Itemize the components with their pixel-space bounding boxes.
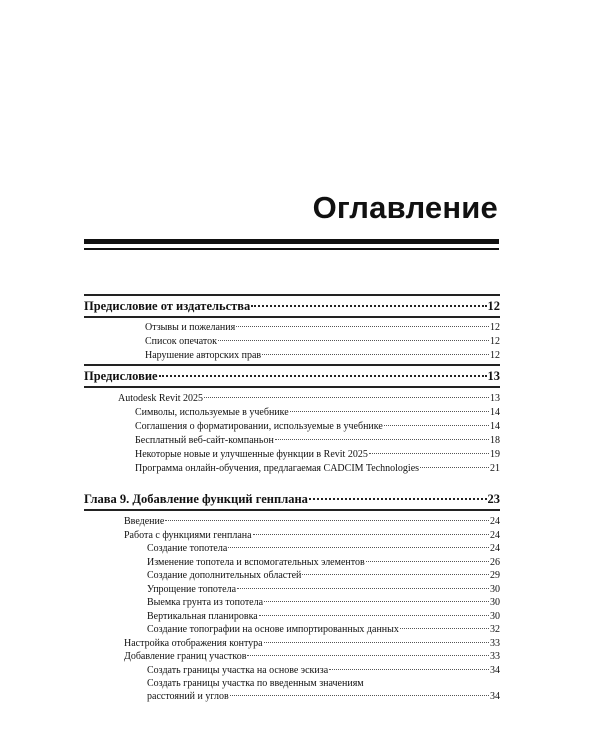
toc-entry-page: 24 xyxy=(490,543,500,554)
toc-chapter[interactable] xyxy=(84,489,500,509)
dot-leader xyxy=(236,326,489,327)
toc-entry-page: 26 xyxy=(490,556,500,568)
toc-entry-title: Упрощение топотела xyxy=(147,583,237,595)
toc-entry-multiline[interactable] xyxy=(84,677,500,703)
toc-entry[interactable] xyxy=(84,420,500,434)
toc-entry[interactable] xyxy=(84,596,500,610)
toc-entry-title: Программа онлайн-обучения, предлагаемая CADCIM Technologies xyxy=(135,463,420,474)
toc-entry-page: 13 xyxy=(490,393,500,404)
toc-entry[interactable] xyxy=(84,623,500,637)
dot-leader xyxy=(275,439,489,440)
toc-entry-page: 14 xyxy=(490,421,500,432)
toc-entry[interactable] xyxy=(84,515,500,529)
toc-entry-page: 14 xyxy=(490,407,500,418)
page-title: Оглавление xyxy=(312,190,498,225)
toc-chapter-page: 12 xyxy=(487,299,500,313)
table-of-contents xyxy=(84,294,500,703)
toc-entry-title: Соглашения о форматировании, используемые в учебнике xyxy=(135,421,383,432)
dot-leader xyxy=(204,397,489,398)
toc-entry[interactable] xyxy=(84,321,500,335)
toc-entry-title-line1: Создать границы участка по введенным значениям xyxy=(147,678,364,689)
toc-chapter-page: 13 xyxy=(487,369,500,383)
dot-leader xyxy=(247,655,489,656)
toc-entry-page: 32 xyxy=(490,624,500,635)
toc-entry-page: 12 xyxy=(490,336,500,347)
toc-entry[interactable] xyxy=(84,406,500,420)
toc-entry-page: 29 xyxy=(490,570,500,581)
toc-entry[interactable] xyxy=(84,434,500,448)
dot-leader xyxy=(400,628,489,629)
toc-entry[interactable] xyxy=(84,610,500,624)
dot-leader xyxy=(366,561,489,562)
toc-entry-page: 12 xyxy=(490,322,500,333)
toc-entry-title: Символы, используемые в учебнике xyxy=(135,407,289,418)
toc-entry-title: Вертикальная планировка xyxy=(147,610,258,622)
toc-entry-page: 18 xyxy=(490,435,500,446)
dot-leader xyxy=(329,669,489,670)
dot-leader xyxy=(259,615,489,616)
toc-entry-page: 33 xyxy=(490,651,500,662)
toc-entry-title: Бесплатный веб-сайт-компаньон xyxy=(135,435,274,446)
toc-entry-title: Autodesk Revit 2025 xyxy=(118,393,203,404)
toc-entry[interactable] xyxy=(84,556,500,570)
toc-entry-title: Создание дополнительных областей xyxy=(147,570,302,581)
toc-entry[interactable] xyxy=(84,650,500,664)
toc-entry-page: 24 xyxy=(490,529,500,541)
toc-entry-title: Отзывы и пожелания xyxy=(145,322,236,333)
title-rule-thick xyxy=(84,239,499,244)
toc-entry-title: Работа с функциями генплана xyxy=(124,529,252,541)
dot-leader xyxy=(230,695,489,696)
dot-leader xyxy=(264,642,489,643)
toc-entry-page: 24 xyxy=(490,516,500,527)
dot-leader xyxy=(228,547,489,548)
toc-entry[interactable] xyxy=(84,542,500,556)
toc-entry[interactable] xyxy=(84,448,500,462)
dot-leader xyxy=(264,601,489,602)
toc-entry-page: 19 xyxy=(490,449,500,460)
toc-entry-page: 34 xyxy=(490,691,500,702)
toc-entry[interactable] xyxy=(84,583,500,597)
toc-entry-title: Создание топотела xyxy=(147,543,228,554)
toc-entry[interactable] xyxy=(84,637,500,651)
dot-leader xyxy=(237,588,489,589)
toc-entry-title: Нарушение авторских прав xyxy=(145,350,262,361)
dot-leader xyxy=(290,411,489,412)
toc-entry-page: 30 xyxy=(490,610,500,622)
toc-chapter-page: 23 xyxy=(487,492,500,506)
toc-entry-title: Введение xyxy=(124,516,165,527)
toc-entry-title: Список опечаток xyxy=(145,336,218,347)
dot-leader xyxy=(253,534,489,535)
toc-entry[interactable] xyxy=(84,664,500,678)
title-rule-thin xyxy=(84,248,499,250)
toc-entry-page: 21 xyxy=(490,463,500,474)
toc-chapter-title: Предисловие xyxy=(84,369,158,383)
toc-entry-title: Некоторые новые и улучшенные функции в Revit 2025 xyxy=(135,449,368,460)
toc-entry-title: Изменение топотела и вспомогательных элементов xyxy=(147,556,365,568)
toc-chapter-title: Глава 9. Добавление функций генплана xyxy=(84,492,308,506)
toc-entry-page: 33 xyxy=(490,637,500,649)
dot-leader xyxy=(262,354,489,355)
toc-entry-title: Создание топографии на основе импортированных данных xyxy=(147,624,399,635)
toc-chapter[interactable] xyxy=(84,296,500,316)
toc-entry-title: Выемка грунта из топотела xyxy=(147,597,264,608)
dot-leader xyxy=(369,453,489,454)
toc-entry-page: 34 xyxy=(490,664,500,676)
dot-leader xyxy=(165,520,489,521)
toc-entry[interactable] xyxy=(84,529,500,543)
dot-leader xyxy=(159,375,487,377)
toc-chapter[interactable] xyxy=(84,366,500,386)
toc-entry[interactable] xyxy=(84,335,500,349)
dot-leader xyxy=(420,467,489,468)
dot-leader xyxy=(384,425,489,426)
dot-leader xyxy=(302,574,489,575)
toc-entry-page: 12 xyxy=(490,350,500,361)
toc-entry[interactable] xyxy=(84,392,500,406)
toc-entry[interactable] xyxy=(84,569,500,583)
toc-entry-page: 30 xyxy=(490,597,500,608)
toc-entry-page: 30 xyxy=(490,583,500,595)
toc-chapter-title: Предисловие от издательства xyxy=(84,299,251,313)
toc-entry-title: Настройка отображения контура xyxy=(124,637,263,649)
toc-entry[interactable] xyxy=(84,462,500,476)
toc-entry[interactable] xyxy=(84,349,500,363)
toc-entry-title-line2: расстояний и углов xyxy=(147,691,229,702)
toc-entry-title: Добавление границ участков xyxy=(124,651,247,662)
dot-leader xyxy=(251,305,486,307)
toc-entry-title: Создать границы участка на основе эскиза xyxy=(147,664,329,676)
dot-leader xyxy=(309,498,487,500)
dot-leader xyxy=(218,340,489,341)
